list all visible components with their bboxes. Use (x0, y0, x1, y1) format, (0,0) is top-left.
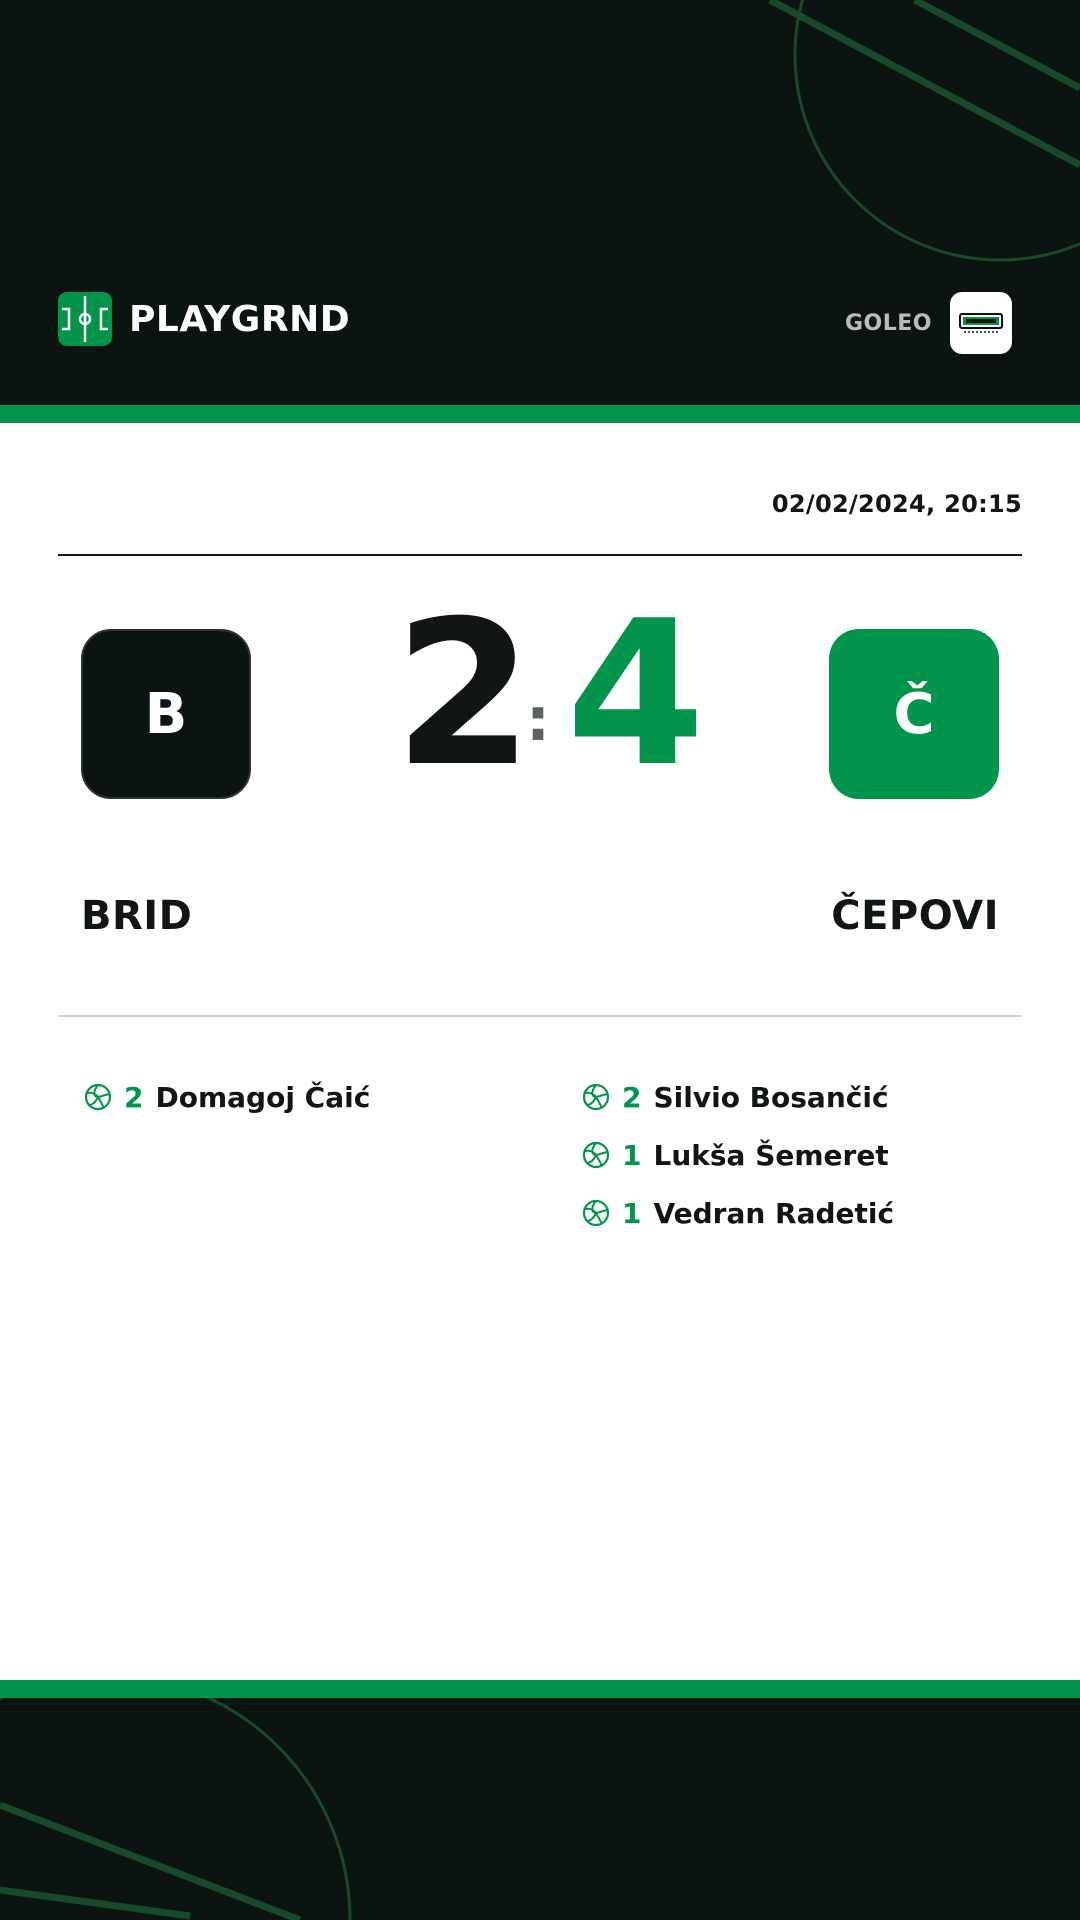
pitch-icon (58, 292, 112, 346)
away-team-initial: Č (893, 681, 935, 747)
match-datetime: 02/02/2024, 20:15 (771, 490, 1022, 518)
score-separator: : (526, 685, 550, 755)
away-score: 4 (566, 578, 702, 811)
league-name: GOLEO (844, 310, 932, 336)
league (845, 292, 1012, 354)
home-team-initial: B (144, 681, 188, 747)
away-team-crest (829, 629, 999, 799)
away-scorers-list (582, 1068, 894, 1242)
scorer-name: Lukša Šemeret (653, 1138, 889, 1172)
goleo-logo-icon (950, 292, 1012, 354)
scorer-goals: 1 (622, 1138, 642, 1172)
scorer-name: Silvio Bosančić (653, 1080, 889, 1114)
scorer-item (84, 1068, 370, 1126)
header-accent-stripe (0, 405, 1080, 423)
scorer-item (582, 1184, 894, 1242)
home-team-crest (81, 629, 251, 799)
brand-name: PLAYGRND (129, 298, 351, 340)
ball-icon (582, 1199, 610, 1227)
scorer-name: Vedran Radetić (653, 1196, 895, 1230)
divider (58, 554, 1022, 556)
scorer-name: Domagoj Čaić (155, 1080, 371, 1114)
home-team-name: BRID (81, 893, 193, 939)
ball-icon (84, 1083, 112, 1111)
home-scorers-list (84, 1068, 370, 1126)
scorer-goals: 1 (622, 1196, 642, 1230)
footer-accent-stripe (0, 1680, 1080, 1698)
header-banner (0, 0, 1080, 405)
scorer-goals: 2 (124, 1080, 144, 1114)
home-score: 2 (394, 578, 530, 811)
away-team-name: ČEPOVI (831, 893, 999, 939)
scorer-goals: 2 (622, 1080, 642, 1114)
brand (58, 292, 350, 346)
scorer-item (582, 1126, 894, 1184)
ball-icon (582, 1083, 610, 1111)
divider (58, 1015, 1022, 1017)
footer-banner (0, 1698, 1080, 1920)
scorer-item (582, 1068, 894, 1126)
ball-icon (582, 1141, 610, 1169)
pitch-decoration (0, 1698, 1080, 1920)
